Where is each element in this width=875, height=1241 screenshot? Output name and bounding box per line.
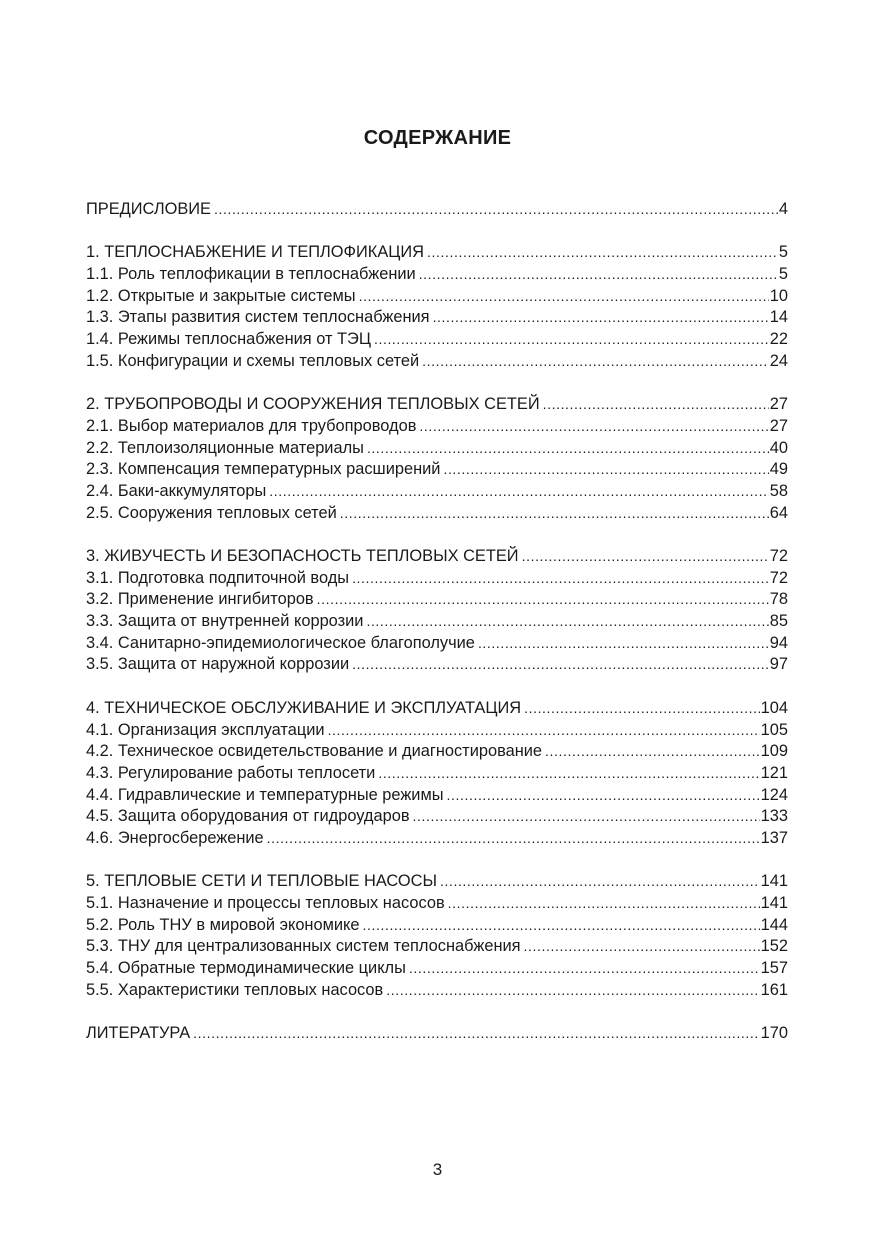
spacer: [86, 1001, 788, 1023]
dot-leader: [214, 199, 778, 221]
toc-entry-page: 27: [769, 395, 788, 414]
page-title: СОДЕРЖАНИЕ: [363, 127, 512, 149]
dot-leader: [317, 589, 769, 611]
toc-entry-text: 2.1. Выбор материалов для трубопроводов: [86, 416, 417, 435]
toc-entry-page: 97: [769, 655, 788, 674]
toc-entry-page: 105: [760, 720, 788, 739]
toc-entry-text: 1.4. Режимы теплоснабжения от ТЭЦ: [86, 330, 371, 349]
toc-entry-text: 2. ТРУБОПРОВОДЫ И СООРУЖЕНИЯ ТЕПЛОВЫХ СЕТЕЙ: [86, 395, 540, 414]
dot-leader: [340, 503, 769, 525]
toc-entry[interactable]: [86, 503, 788, 525]
toc-entry-text: 3.4. Санитарно-эпидемиологическое благополучие: [86, 633, 475, 652]
dot-leader: [522, 546, 769, 568]
toc-entry[interactable]: [86, 958, 788, 980]
toc-entry-text: 2.5. Сооружения тепловых сетей: [86, 503, 337, 522]
dot-leader: [352, 654, 769, 676]
toc-entry-page: 14: [769, 308, 788, 327]
toc-entry-page: 124: [760, 785, 788, 804]
toc-entry-page: 5: [778, 265, 788, 284]
dot-leader: [433, 307, 769, 329]
toc-entry[interactable]: [86, 307, 788, 329]
dot-leader: [366, 611, 768, 633]
dot-leader: [478, 633, 769, 655]
toc-entry-text: 5. ТЕПЛОВЫЕ СЕТИ И ТЕПЛОВЫЕ НАСОСЫ: [86, 872, 437, 891]
table-of-contents: [86, 199, 788, 1045]
spacer: [86, 221, 788, 243]
toc-entry-text: 4.6. Энергосбережение: [86, 828, 264, 847]
toc-chapter-heading[interactable]: [86, 871, 788, 893]
toc-chapter-heading[interactable]: [86, 698, 788, 720]
toc-entry[interactable]: [86, 828, 788, 850]
toc-entry-page: 121: [760, 763, 788, 782]
dot-leader: [440, 871, 760, 893]
toc-entry[interactable]: [86, 720, 788, 742]
toc-entry-page: 49: [769, 460, 788, 479]
toc-entry[interactable]: [86, 438, 788, 460]
dot-leader: [419, 416, 768, 438]
dot-leader: [374, 329, 769, 351]
toc-entry-page: 5: [778, 243, 788, 262]
toc-entry-page: 109: [760, 742, 788, 761]
toc-entry-text: ПРЕДИСЛОВИЕ: [86, 200, 211, 218]
toc-entry-text: 2.4. Баки-аккумуляторы: [86, 481, 267, 500]
toc-entry-text: 1.3. Этапы развития систем теплоснабжения: [86, 308, 430, 327]
toc-entry-preface[interactable]: [86, 199, 788, 221]
dot-leader: [378, 763, 759, 785]
toc-entry[interactable]: [86, 980, 788, 1002]
toc-entry[interactable]: [86, 459, 788, 481]
dot-leader: [419, 264, 778, 286]
toc-entry-text: ЛИТЕРАТУРА: [86, 1024, 191, 1043]
toc-entry-text: 4.2. Техническое освидетельствование и диагностирование: [86, 742, 543, 761]
toc-entry-text: 3.1. Подготовка подпиточной воды: [86, 568, 350, 587]
toc-entry-page: 58: [769, 481, 788, 500]
toc-entry[interactable]: [86, 936, 788, 958]
toc-entry[interactable]: [86, 741, 788, 763]
toc-entry[interactable]: [86, 915, 788, 937]
toc-entry-page: 4: [778, 200, 788, 218]
toc-entry[interactable]: [86, 481, 788, 503]
dot-leader: [524, 698, 760, 720]
dot-leader: [448, 893, 760, 915]
dot-leader: [413, 806, 760, 828]
toc-entry-text: 1.2. Открытые и закрытые системы: [86, 286, 356, 305]
toc-entry-text: 5.4. Обратные термодинамические циклы: [86, 959, 406, 978]
toc-entry-page: 137: [760, 828, 788, 847]
dot-leader: [363, 915, 760, 937]
dot-leader: [352, 568, 769, 590]
toc-entry-text: 5.1. Назначение и процессы тепловых насосов: [86, 894, 445, 912]
toc-entry-text: 4.4. Гидравлические и температурные режимы: [86, 785, 444, 804]
toc-entry[interactable]: [86, 785, 788, 807]
dot-leader: [386, 980, 759, 1002]
toc-entry[interactable]: [86, 286, 788, 308]
toc-entry-page: 72: [769, 547, 788, 565]
toc-entry-text: 5.2. Роль ТНУ в мировой экономике: [86, 915, 360, 934]
dot-leader: [409, 958, 760, 980]
dot-leader: [443, 459, 768, 481]
toc-entry[interactable]: [86, 264, 788, 286]
dot-leader: [545, 741, 760, 763]
toc-entry[interactable]: [86, 351, 788, 373]
spacer: [86, 850, 788, 872]
toc-entry[interactable]: [86, 416, 788, 438]
toc-entry-text: 5.5. Характеристики тепловых насосов: [86, 980, 384, 999]
toc-entry[interactable]: [86, 329, 788, 351]
toc-entry-text: 3. ЖИВУЧЕСТЬ И БЕЗОПАСНОСТЬ ТЕПЛОВЫХ СЕТЕЙ: [86, 547, 519, 565]
toc-entry-page: 94: [769, 633, 788, 652]
dot-leader: [359, 286, 769, 308]
toc-entry-page: 72: [769, 568, 788, 587]
toc-entry-page: 144: [760, 915, 788, 934]
toc-entry[interactable]: [86, 568, 788, 590]
toc-entry-text: 1.5. Конфигурации и схемы тепловых сетей: [86, 351, 420, 370]
toc-entry-page: 170: [760, 1024, 788, 1043]
toc-entry-text: 4.3. Регулирование работы теплосети: [86, 763, 376, 782]
dot-leader: [427, 242, 778, 264]
dot-leader: [269, 481, 769, 503]
toc-entry-page: 24: [769, 351, 788, 370]
dot-leader: [267, 828, 760, 850]
toc-entry-page: 133: [760, 807, 788, 826]
toc-entry-text: 3.3. Защита от внутренней коррозии: [86, 612, 364, 631]
toc-entry-page: 85: [769, 612, 788, 631]
toc-entry[interactable]: [86, 589, 788, 611]
toc-entry-text: 2.2. Теплоизоляционные материалы: [86, 438, 364, 457]
toc-entry-page: 64: [769, 503, 788, 522]
dot-leader: [422, 351, 769, 373]
toc-entry[interactable]: [86, 763, 788, 785]
spacer: [86, 676, 788, 698]
toc-entry-text: 4.1. Организация эксплуатации: [86, 720, 325, 739]
toc-entry-page: 152: [760, 937, 788, 956]
toc-entry-page: 10: [769, 286, 788, 305]
spacer: [86, 373, 788, 395]
toc-entry[interactable]: [86, 893, 788, 915]
dot-leader: [328, 720, 760, 742]
spacer: [86, 524, 788, 546]
toc-chapter-heading[interactable]: [86, 242, 788, 264]
toc-entry[interactable]: [86, 806, 788, 828]
toc-entry-literature[interactable]: [86, 1023, 788, 1045]
toc-entry-text: 4. ТЕХНИЧЕСКОЕ ОБСЛУЖИВАНИЕ И ЭКСПЛУАТАЦИЯ: [86, 698, 522, 717]
toc-entry-page: 157: [760, 959, 788, 978]
toc-entry-text: 3.2. Применение ингибиторов: [86, 590, 314, 609]
dot-leader: [543, 394, 769, 416]
toc-entry-text: 3.5. Защита от наружной коррозии: [86, 655, 350, 674]
dot-leader: [447, 785, 760, 807]
toc-entry-page: 141: [760, 894, 788, 912]
toc-entry[interactable]: [86, 611, 788, 633]
dot-leader: [193, 1023, 759, 1045]
toc-entry[interactable]: [86, 633, 788, 655]
toc-entry-text: 2.3. Компенсация температурных расширений: [86, 460, 441, 479]
toc-entry-page: 40: [769, 438, 788, 457]
toc-entry-page: 27: [769, 416, 788, 435]
toc-entry-page: 78: [769, 590, 788, 609]
toc-entry[interactable]: [86, 654, 788, 676]
toc-entry-page: 22: [769, 330, 788, 349]
toc-chapter-heading[interactable]: [86, 546, 788, 568]
toc-entry-text: 1. ТЕПЛОСНАБЖЕНИЕ И ТЕПЛОФИКАЦИЯ: [86, 243, 425, 262]
toc-entry-text: 1.1. Роль теплофикации в теплоснабжении: [86, 265, 416, 284]
toc-entry-page: 141: [760, 872, 788, 891]
toc-entry-text: 5.3. ТНУ для централизованных систем теплоснабжения: [86, 937, 521, 956]
dot-leader: [367, 438, 769, 460]
toc-entry-page: 161: [760, 980, 788, 999]
toc-chapter-heading[interactable]: [86, 394, 788, 416]
toc-entry-page: 104: [760, 698, 788, 717]
dot-leader: [524, 936, 760, 958]
toc-entry-text: 4.5. Защита оборудования от гидроударов: [86, 807, 410, 826]
page-number: 3: [432, 1160, 443, 1179]
